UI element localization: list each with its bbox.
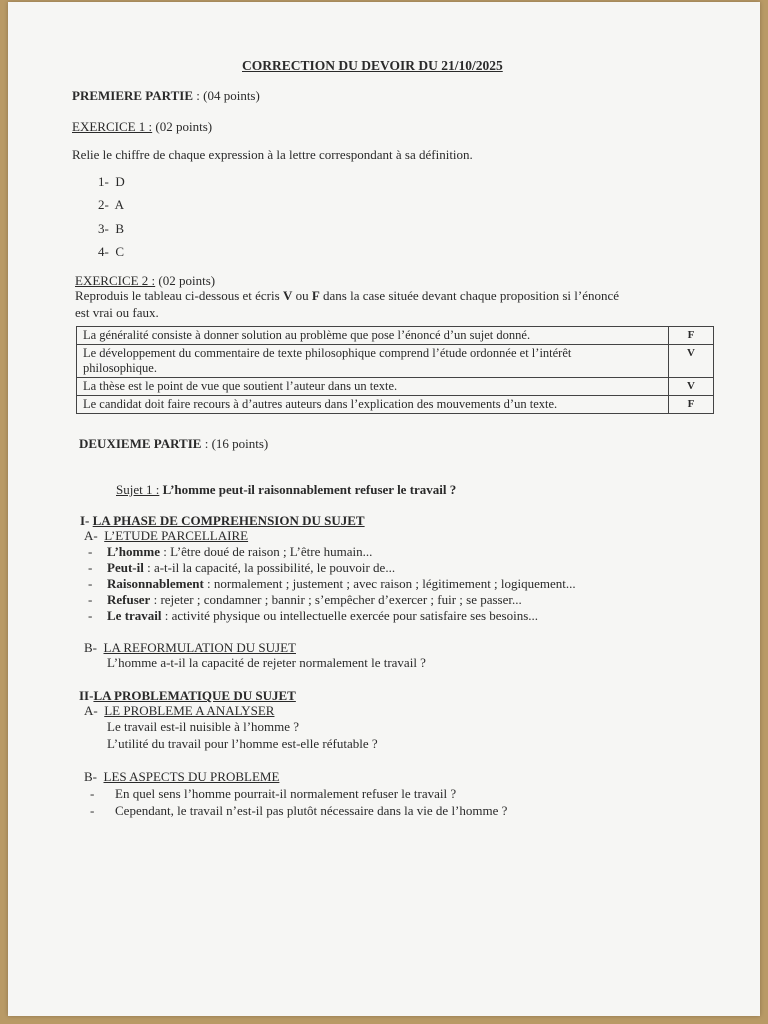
subject-heading <box>116 482 456 498</box>
subsection-title: LE PROBLEME A ANALYSER <box>104 703 275 718</box>
answer-letter: A <box>114 197 125 212</box>
exercise2-instruction <box>75 288 619 304</box>
table-row <box>77 396 714 414</box>
answer-number: 1- <box>98 174 109 189</box>
answer-cell: F <box>669 396 714 414</box>
definition-item <box>107 608 538 624</box>
matching-answer <box>98 197 124 213</box>
subsection-title: LES ASPECTS DU PROBLEME <box>103 769 280 784</box>
subsection-a-heading <box>84 528 248 544</box>
aspect-item: En quel sens l’homme pourrait-il normalement refuser le travail ? <box>115 786 457 801</box>
answer-cell: F <box>669 327 714 345</box>
part1-points: : (04 points) <box>193 88 260 103</box>
proposition-cell: La thèse est le point de vue que soutient l’auteur dans un texte. <box>77 378 669 396</box>
table-row <box>77 378 714 396</box>
bullet-dash: - <box>88 560 93 575</box>
definition: : rejeter ; condamner ; bannir ; s’empêcher d’exercer ; fuir ; se passer... <box>150 592 522 607</box>
part2-points: : (16 points) <box>201 436 269 451</box>
exercise1-label: EXERCICE 1 : <box>72 119 153 134</box>
reformulation-text: L’homme a-t-il la capacité de rejeter normalement le travail ? <box>107 655 426 670</box>
bullet-dash: - <box>90 786 95 801</box>
section1-heading <box>80 513 365 529</box>
proposition-cell: Le candidat doit faire recours à d’autres auteurs dans l’explication des mouvements d’un texte. <box>77 396 669 414</box>
section-number: I- <box>80 513 90 528</box>
instruction-text: ou <box>292 288 312 303</box>
definition-item <box>107 544 372 560</box>
definition-item <box>107 576 576 592</box>
table-row <box>77 345 714 378</box>
matching-answer <box>98 244 124 260</box>
problem-line: L’utilité du travail pour l’homme est-elle réfutable ? <box>107 736 378 751</box>
exercise2-label: EXERCICE 2 : <box>75 273 156 288</box>
part1-heading <box>72 88 260 104</box>
bullet-dash: - <box>90 803 95 818</box>
true-false-table <box>76 326 714 414</box>
table-row <box>77 327 714 345</box>
subsection-title: L’ETUDE PARCELLAIRE <box>104 528 249 543</box>
definition: : normalement ; justement ; avec raison ; légitimement ; logiquement... <box>203 576 576 591</box>
document-title: CORRECTION DU DEVOIR DU 21/10/2025 <box>242 58 503 73</box>
instruction-v: V <box>282 288 293 303</box>
section2-heading <box>79 688 296 704</box>
problem-line: Le travail est-il nuisible à l’homme ? <box>107 719 300 734</box>
part1-label: PREMIERE PARTIE <box>72 88 194 103</box>
answer-number: 3- <box>98 221 109 236</box>
subsection-number: B- <box>84 640 97 655</box>
proposition-cell: La généralité consiste à donner solution au problème que pose l’énoncé d’un sujet donné. <box>77 327 669 345</box>
subsection-b-heading <box>84 640 296 656</box>
instruction-text: dans la case située devant chaque proposition si l’énoncé <box>319 288 620 303</box>
instruction-f: F <box>311 288 320 303</box>
exercise2-points: (02 points) <box>155 273 216 288</box>
subject-label: Sujet 1 : <box>116 482 160 497</box>
exercise2-heading <box>75 273 215 289</box>
exercise1-points: (02 points) <box>152 119 213 134</box>
section-title: LA PROBLEMATIQUE DU SUJET <box>93 688 296 703</box>
matching-answer <box>98 221 124 237</box>
matching-answer <box>98 174 125 190</box>
part2-label: DEUXIEME PARTIE <box>79 436 202 451</box>
subsection-number: A- <box>84 703 98 718</box>
bullet-dash: - <box>88 592 93 607</box>
answer-letter: B <box>115 221 125 236</box>
exercise2-instruction-cont: est vrai ou faux. <box>75 305 159 320</box>
subsection-a-heading <box>84 703 274 719</box>
term: Raisonnablement <box>107 576 204 591</box>
part2-heading <box>79 436 268 452</box>
term: Peut-il <box>107 560 144 575</box>
subsection-number: B- <box>84 769 97 784</box>
aspect-item: Cependant, le travail n’est-il pas plutôt nécessaire dans la vie de l’homme ? <box>115 803 508 818</box>
term: Refuser <box>107 592 151 607</box>
definition-item <box>107 592 522 608</box>
answer-cell: V <box>669 378 714 396</box>
instruction-text: Reproduis le tableau ci-dessous et écris <box>75 288 283 303</box>
definition: : a-t-il la capacité, la possibilité, le pouvoir de... <box>143 560 396 575</box>
proposition-cell: Le développement du commentaire de texte philosophique comprend l’étude ordonnée et l’intérêt philosophique. <box>77 345 669 378</box>
bullet-dash: - <box>88 576 93 591</box>
term: L’homme <box>107 544 160 559</box>
section-title: LA PHASE DE COMPREHENSION DU SUJET <box>92 513 365 528</box>
exercise1-instruction: Relie le chiffre de chaque expression à la lettre correspondant à sa définition. <box>72 147 473 162</box>
answer-letter: C <box>115 244 125 259</box>
definition: : L’être doué de raison ; L’être humain... <box>159 544 373 559</box>
bullet-dash: - <box>88 608 93 623</box>
definition: : activité physique ou intellectuelle exercée pour satisfaire ses besoins... <box>161 608 539 623</box>
term: Le travail <box>107 608 162 623</box>
definition-item <box>107 560 395 576</box>
answer-letter: D <box>115 174 125 189</box>
exercise1-heading <box>72 119 212 135</box>
section-number: II- <box>79 688 94 703</box>
bullet-dash: - <box>88 544 93 559</box>
subsection-b-heading <box>84 769 279 785</box>
subsection-number: A- <box>84 528 98 543</box>
subject-text: L’homme peut-il raisonnablement refuser le travail ? <box>159 482 457 497</box>
answer-number: 4- <box>98 244 109 259</box>
subsection-title: LA REFORMULATION DU SUJET <box>103 640 296 655</box>
exam-correction-sheet <box>8 2 760 1016</box>
answer-cell: V <box>669 345 714 378</box>
answer-number: 2- <box>98 197 109 212</box>
